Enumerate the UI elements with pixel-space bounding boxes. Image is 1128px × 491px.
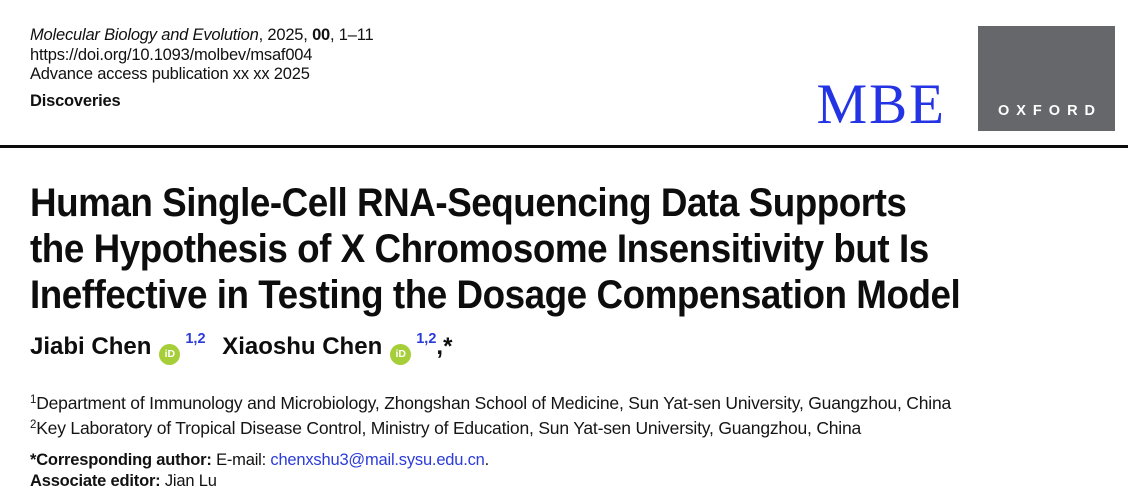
- associate-editor-line: [30, 471, 1128, 491]
- corresponding-author-line: [30, 450, 1128, 471]
- oxford-university-press-logo: [978, 26, 1115, 131]
- author-line: [30, 333, 1128, 365]
- affiliation-1: [30, 389, 1128, 414]
- header-divider-rule: [0, 145, 1128, 148]
- journal-name: Molecular Biology and Evolution: [30, 26, 259, 44]
- corresponding-author-label: *Corresponding author:: [30, 451, 212, 470]
- email-label: E-mail:: [216, 451, 267, 470]
- author-2: [222, 333, 452, 360]
- affiliation-1-text: Department of Immunology and Microbiology, Zhongshan School of Medicine, Sun Yat-sen University, Guangzhou, China: [36, 392, 952, 413]
- author-2-affiliation-sup: 1,2: [416, 331, 437, 347]
- corresponding-email-link[interactable]: chenxshu3@mail.sysu.edu.cn: [270, 451, 485, 470]
- author-2-name: Xiaoshu Chen: [222, 333, 383, 360]
- citation-year: , 2025,: [258, 26, 313, 44]
- author-1: [30, 333, 212, 360]
- email-suffix: .: [484, 451, 490, 470]
- doi-link[interactable]: https://doi.org/10.1093/molbev/msaf004: [30, 45, 313, 64]
- author-1-affiliation-sup: 1,2: [185, 331, 206, 347]
- citation-volume: 00: [312, 26, 331, 44]
- title-line-3: Ineffective in Testing the Dosage Compensation Model: [30, 273, 961, 317]
- title-line-1: Human Single-Cell RNA-Sequencing Data Supports: [30, 181, 907, 225]
- affiliation-2-text: Key Laboratory of Tropical Disease Control, Ministry of Education, Sun Yat-sen University, Guangzhou, China: [36, 417, 862, 438]
- section-label: Discoveries: [30, 91, 121, 110]
- affiliation-2-sup: 2: [30, 418, 37, 431]
- oxford-logo-text: OXFORD: [997, 102, 1103, 119]
- journal-masthead: [0, 0, 1128, 137]
- affiliation-2: [30, 414, 1128, 439]
- orcid-icon[interactable]: iD: [390, 344, 411, 365]
- author-2-suffix: ,*: [436, 333, 453, 360]
- publisher-logos: [816, 26, 1115, 137]
- citation-line: [30, 26, 373, 46]
- advance-access-line: Advance access publication xx xx 2025: [30, 65, 310, 83]
- mbe-journal-logo: MBE: [816, 73, 946, 137]
- author-1-name: Jiabi Chen: [30, 333, 152, 360]
- footnotes-block: [30, 450, 1128, 491]
- affiliation-1-sup: 1: [30, 393, 37, 406]
- associate-editor-label: Associate editor:: [30, 471, 161, 490]
- orcid-icon[interactable]: iD: [159, 344, 180, 365]
- article-title: [30, 180, 1040, 318]
- associate-editor-name: Jian Lu: [164, 471, 217, 490]
- citation-pages: , 1–11: [330, 26, 374, 44]
- title-line-2: the Hypothesis of X Chromosome Insensitivity but Is: [30, 227, 929, 271]
- affiliations-block: [30, 389, 1128, 440]
- citation-block: [30, 26, 373, 111]
